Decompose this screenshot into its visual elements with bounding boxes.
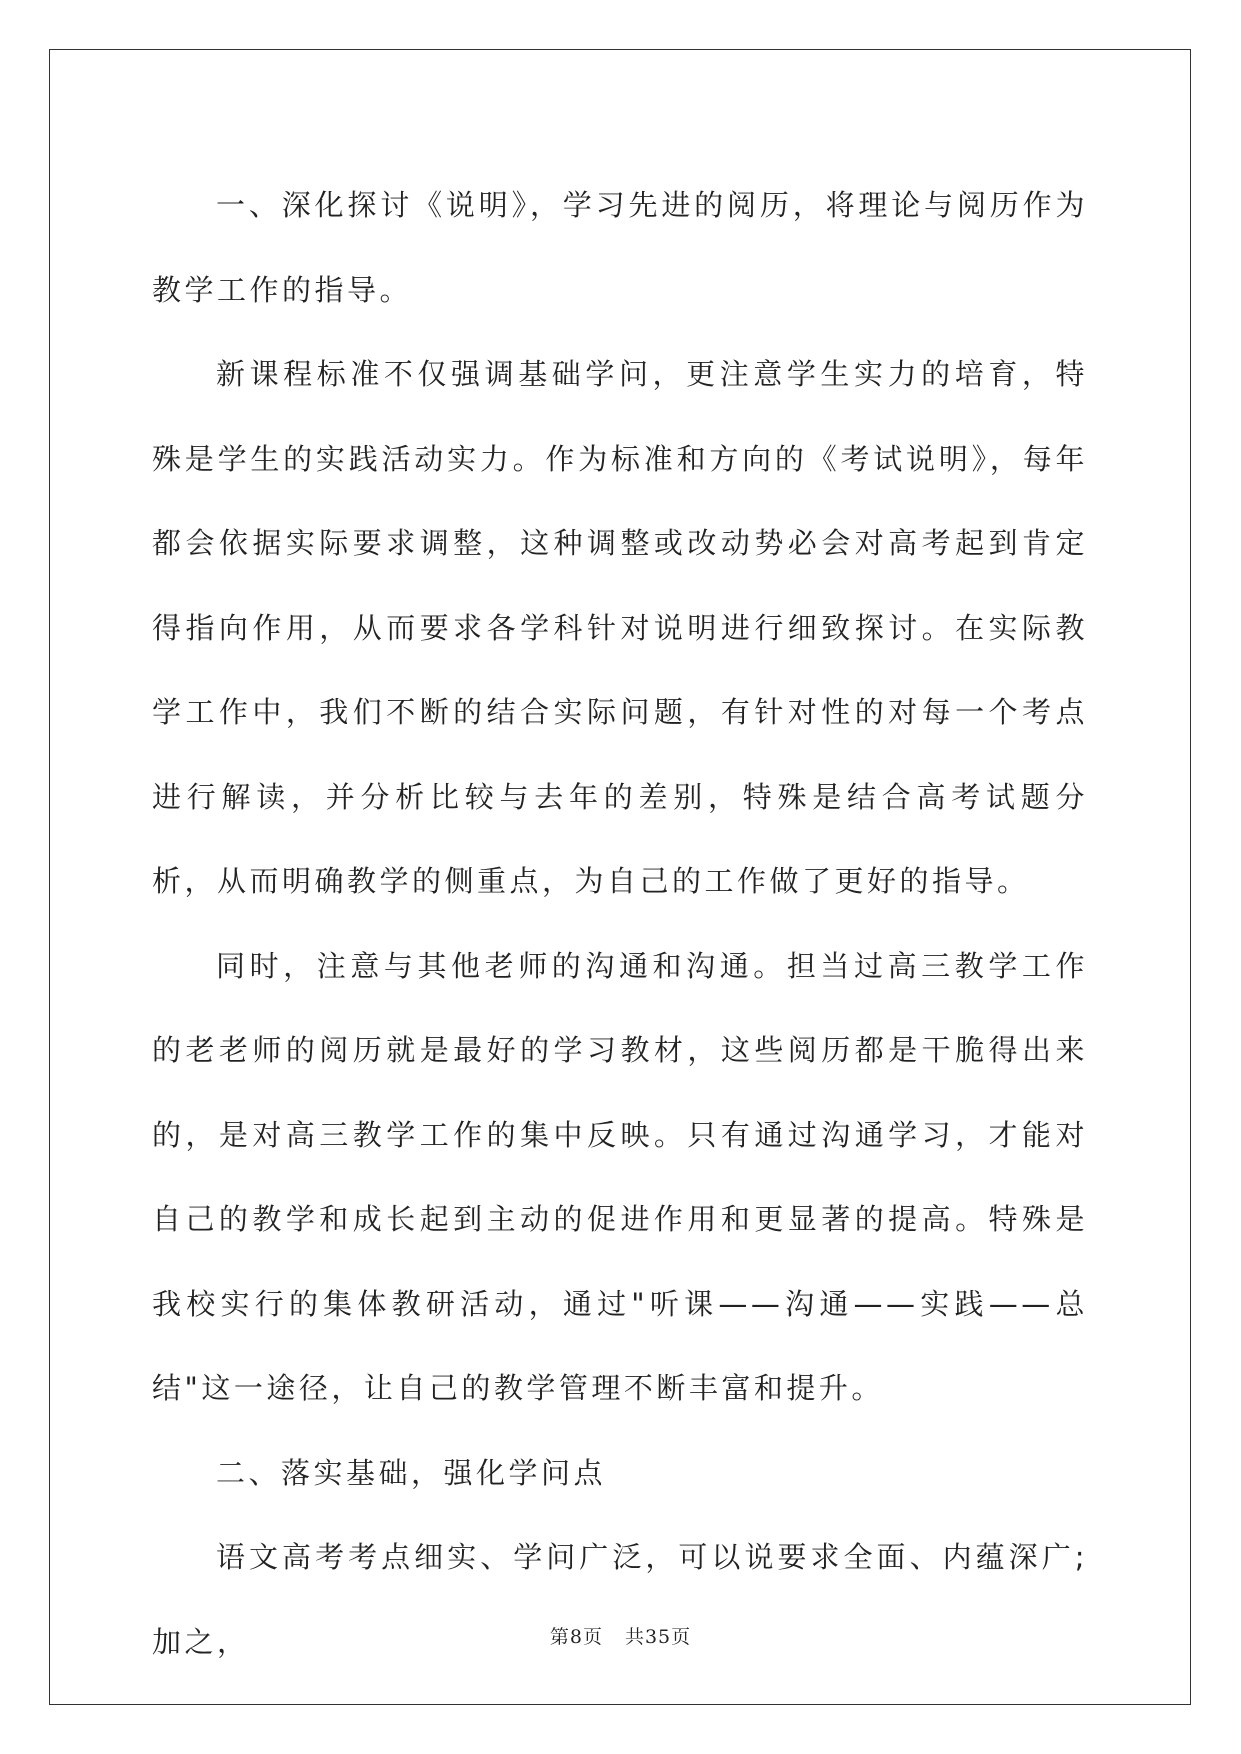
paragraph-body-1: 新课程标准不仅强调基础学问，更注意学生实力的培育，特殊是学生的实践活动实力。作为标准和方向的《考试说明》，每年都会依据实际要求调整，这种调整或改动势必会对高考起到肯定得指向作用，从而要求各学科针对说明进行细致探讨。在实际教学工作中，我们不断的结合实际问题，有针对性的对每一个考点进行解读，并分析比较与去年的差别，特殊是结合高考试题分析，从而明确教学的侧重点，为自己的工作做了更好的指导。 bbox=[152, 357, 1088, 898]
page-total: 共35页 bbox=[624, 1626, 692, 1648]
document-body bbox=[152, 163, 1088, 1684]
paragraph-body-3: 语文高考考点细实、学问广泛，可以说要求全面、内蕴深广;加之， bbox=[152, 1540, 1088, 1659]
page-current: 第8页 bbox=[549, 1626, 603, 1648]
page-footer bbox=[0, 1622, 1241, 1649]
paragraph-body-2: 同时，注意与其他老师的沟通和沟通。担当过高三教学工作的老老师的阅历就是最好的学习教材，这些阅历都是干脆得出来的，是对高三教学工作的集中反映。只有通过沟通学习，才能对自己的教学和成长起到主动的促进作用和更显著的提高。特殊是我校实行的集体教研活动，通过"听课——沟通——实践——总结"这一途径，让自己的教学管理不断丰富和提升。 bbox=[152, 948, 1088, 1405]
paragraph-heading-1: 一、深化探讨《说明》，学习先进的阅历，将理论与阅历作为教学工作的指导。 bbox=[152, 188, 1088, 307]
paragraph-heading-2: 二、落实基础，强化学问点 bbox=[216, 1455, 607, 1490]
